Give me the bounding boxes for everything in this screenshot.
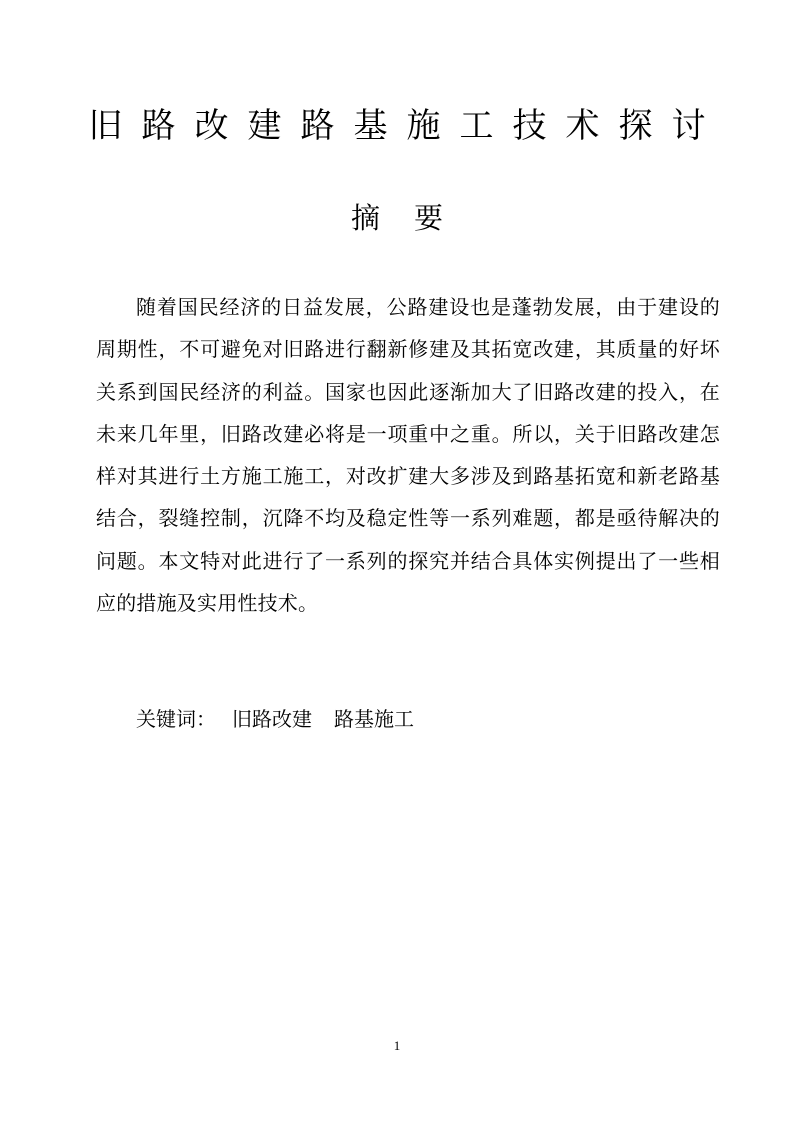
document-title: 旧路改建路基施工技术探讨 [88, 106, 725, 146]
page-number: 1 [393, 1038, 401, 1053]
keywords-label: 关键词： [136, 707, 216, 731]
keyword-item: 旧路改建 [232, 707, 312, 731]
abstract-paragraph: 随着国民经济的日益发展，公路建设也是蓬勃发展，由于建设的周期性，不可避免对旧路进行翻新修建及其拓宽改建，其质量的好坏关系到国民经济的利益。国家也因此逐渐加大了旧路改建的投入，在未来几年里，旧路改建必将是一项重中之重。所以，关于旧路改建怎样对其进行土方施工施工，对改扩建大多涉及到路基拓宽和新老路基结合，裂缝控制，沉降不均及稳定性等一系列难题，都是亟待解决的问题。本文特对此进行了一系列的探究并结合具体实例提出了一些相应的措施及实用性技术。 [96, 295, 720, 616]
abstract-heading: 摘要 [350, 201, 477, 235]
keywords-line [136, 704, 696, 734]
keyword-item: 路基施工 [334, 707, 414, 731]
